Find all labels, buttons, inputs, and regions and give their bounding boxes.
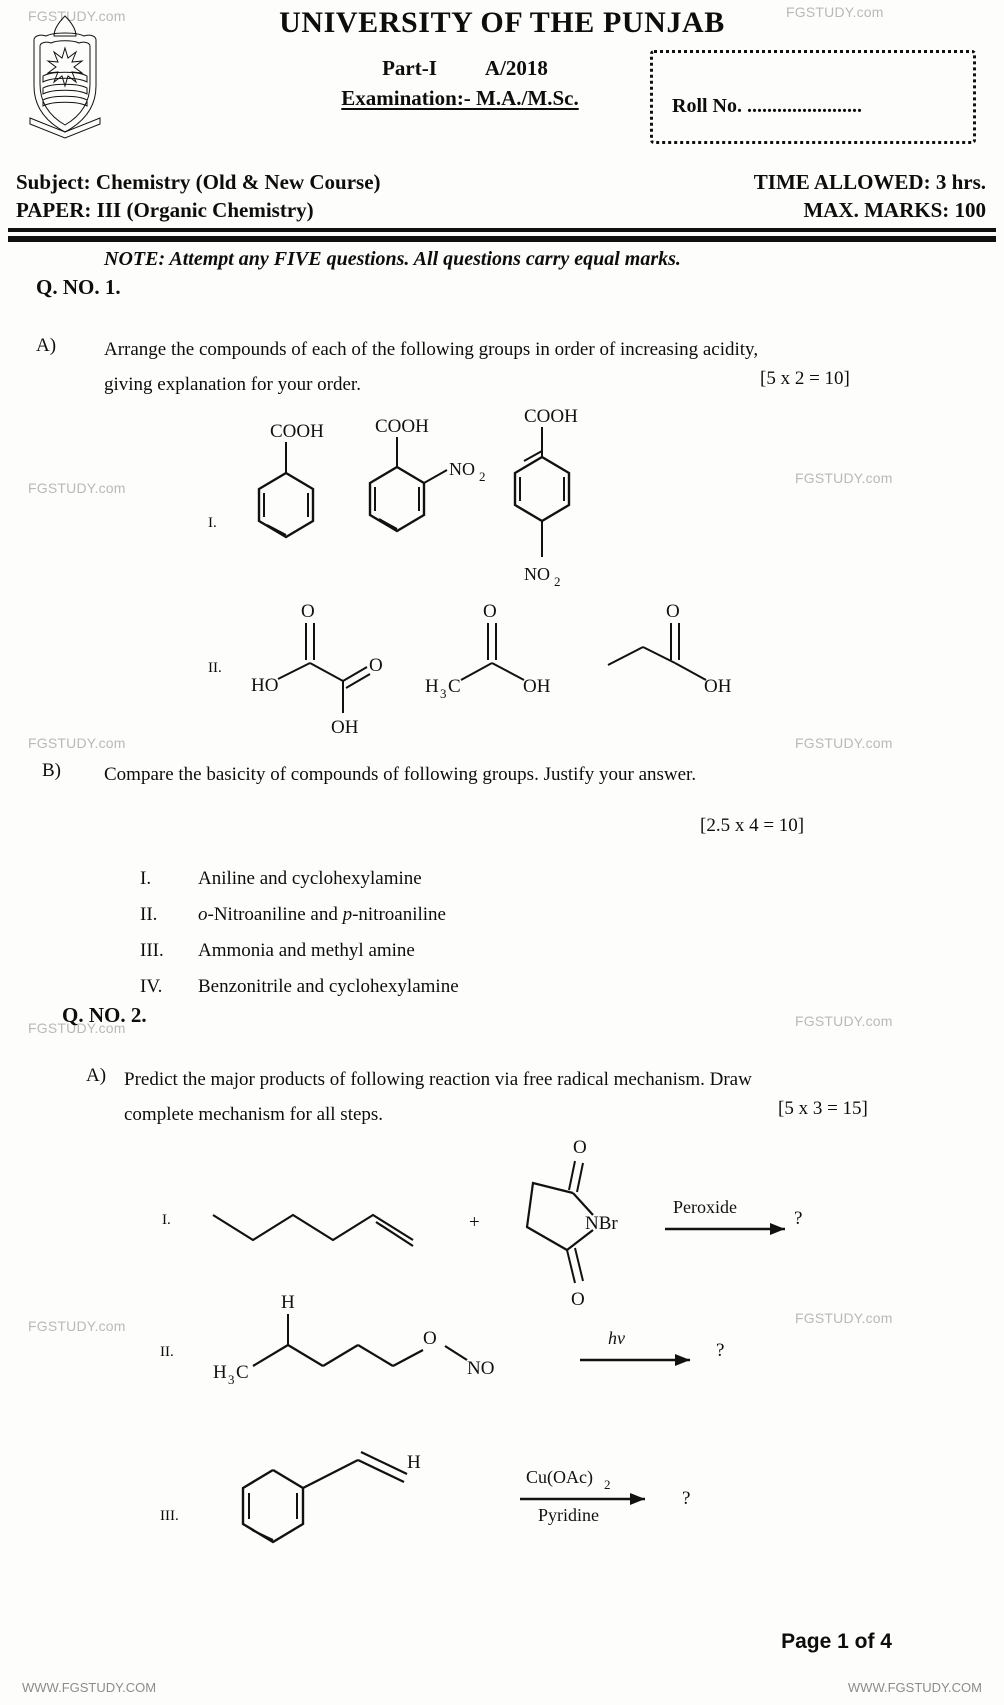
- list-item-roman: II.: [140, 904, 158, 925]
- page-number-footer: Page 1 of 4: [781, 1630, 892, 1653]
- svg-text:H: H: [425, 676, 439, 697]
- q2a-reaction-3-roman: III.: [160, 1508, 179, 1524]
- svg-text:O: O: [483, 601, 497, 622]
- peroxide-reaction-arrow: [665, 1195, 810, 1250]
- svg-text:HO: HO: [251, 675, 279, 696]
- part-session-line: [300, 56, 630, 81]
- propanoic-acid-structure: [590, 595, 740, 700]
- svg-text:NO: NO: [467, 1358, 495, 1379]
- svg-text:O: O: [423, 1328, 437, 1349]
- svg-text:COOH: COOH: [270, 421, 324, 442]
- list-item: [140, 976, 459, 998]
- q1-part-b-label: B): [42, 760, 61, 781]
- q1a-group-1-label: I.: [208, 515, 217, 531]
- n-bromosuccinimide-structure: [505, 1135, 650, 1310]
- svg-text:O: O: [301, 601, 315, 622]
- list-item-label: Aniline and cyclohexylamine: [198, 868, 422, 889]
- acetic-acid-structure: [425, 595, 565, 700]
- svg-text:H: H: [213, 1362, 227, 1383]
- 2-nitrobenzoic-acid-structure: [355, 415, 515, 555]
- q2a-reaction-1-product: ?: [794, 1208, 803, 1229]
- svg-text:O: O: [573, 1137, 587, 1158]
- q2-part-a-marks: [5 x 3 = 15]: [778, 1098, 868, 1119]
- question-2-number: Q. NO. 2.: [62, 1003, 147, 1027]
- watermark-text: FGSTUDY.com: [28, 1318, 126, 1334]
- svg-text:NBr: NBr: [585, 1213, 618, 1234]
- paper-label: PAPER: III (Organic Chemistry): [16, 198, 314, 222]
- svg-text:O: O: [666, 601, 680, 622]
- q1a-group-2-label: II.: [208, 660, 222, 676]
- italic-p-prefix: p: [342, 904, 353, 925]
- q2a-reaction-3-product: ?: [682, 1488, 691, 1509]
- watermark-text: FGSTUDY.com: [28, 1020, 126, 1036]
- watermark-text: FGSTUDY.com: [795, 735, 893, 751]
- divider-rule-bottom: [8, 236, 996, 242]
- q2-part-a-text-line1: Predict the major products of following reaction via free radical mechanism. Draw: [124, 1069, 752, 1090]
- watermark-text: FGSTUDY.com: [786, 4, 884, 20]
- svg-text:OH: OH: [523, 676, 551, 697]
- hexene-structure: [205, 1195, 455, 1255]
- q1-part-a-text-line2: giving explanation for your order.: [104, 374, 361, 395]
- list-item-roman: IV.: [140, 976, 163, 997]
- watermark-text: FGSTUDY.com: [795, 470, 893, 486]
- question-1-number: Q. NO. 1.: [36, 275, 121, 299]
- footer-url-right: WWW.FGSTUDY.COM: [847, 1680, 982, 1695]
- svg-text:C: C: [448, 676, 461, 697]
- list-item-post: -nitroaniline: [352, 904, 446, 925]
- exam-note: NOTE: Attempt any FIVE questions. All questions carry equal marks.: [104, 248, 681, 270]
- svg-text:OH: OH: [331, 717, 359, 738]
- svg-text:COOH: COOH: [375, 416, 429, 437]
- watermark-text: FGSTUDY.com: [795, 1013, 893, 1029]
- footer-url-left: WWW.FGSTUDY.COM: [22, 1680, 157, 1695]
- list-item-roman: III.: [140, 940, 164, 961]
- q2-part-a-label: A): [86, 1065, 107, 1086]
- examination-label: Examination:- M.A./M.Sc.: [341, 86, 579, 110]
- svg-text:Peroxide: Peroxide: [673, 1197, 737, 1217]
- list-item-label: [198, 904, 446, 926]
- watermark-text: FGSTUDY.com: [795, 1310, 893, 1326]
- svg-text:H: H: [407, 1452, 421, 1473]
- watermark-text: FGSTUDY.com: [28, 735, 126, 751]
- svg-text:Pyridine: Pyridine: [538, 1505, 599, 1525]
- max-marks: MAX. MARKS: 100: [803, 198, 986, 222]
- benzoic-acid-structure: [240, 420, 360, 555]
- svg-text:OH: OH: [704, 676, 732, 697]
- svg-text:O: O: [369, 655, 383, 676]
- q1-part-a-text-line1: Arrange the compounds of each of the following groups in order of increasing acidity,: [104, 339, 759, 360]
- oxalic-acid-structure: [245, 595, 405, 738]
- svg-text:COOH: COOH: [524, 406, 578, 427]
- svg-text:hv: hv: [608, 1328, 625, 1348]
- watermark-text: FGSTUDY.com: [28, 8, 126, 24]
- q2-part-a-text-line2: complete mechanism for all steps.: [124, 1104, 384, 1125]
- svg-text:H: H: [281, 1292, 295, 1313]
- svg-text:O: O: [571, 1289, 585, 1310]
- svg-text:C: C: [236, 1362, 249, 1383]
- examination-line: [280, 86, 640, 111]
- q1-part-b-marks: [2.5 x 4 = 10]: [700, 815, 805, 836]
- watermark-text: FGSTUDY.com: [28, 480, 126, 496]
- q2a-reaction-1-plus: +: [469, 1212, 480, 1233]
- part-label: Part-I: [382, 56, 437, 80]
- divider-rule-top: [8, 228, 996, 232]
- roll-no-label: Roll No. .......................: [672, 95, 862, 117]
- q1-part-a-label: A): [36, 335, 57, 356]
- q1b-item-list: [140, 868, 459, 1012]
- phenylacetylene-structure: [235, 1440, 495, 1600]
- q2a-reaction-2-roman: II.: [160, 1344, 174, 1360]
- subject-label: Subject: Chemistry (Old & New Course): [16, 170, 381, 194]
- q2a-reaction-1-roman: I.: [162, 1212, 171, 1228]
- list-item: [140, 904, 459, 926]
- list-item: [140, 940, 459, 962]
- svg-text:2: 2: [479, 469, 486, 484]
- svg-text:3: 3: [440, 686, 447, 701]
- list-item-label: Ammonia and methyl amine: [198, 940, 415, 961]
- cu-oac-pyridine-reaction-arrow: [520, 1465, 680, 1540]
- svg-text:Cu(OAc): Cu(OAc): [526, 1467, 593, 1487]
- svg-text:NO: NO: [524, 564, 550, 584]
- list-item: [140, 868, 459, 890]
- svg-text:NO: NO: [449, 459, 475, 479]
- svg-text:2: 2: [554, 574, 561, 589]
- svg-text:3: 3: [228, 1372, 235, 1387]
- time-allowed: TIME ALLOWED: 3 hrs.: [753, 170, 986, 194]
- list-item-roman: I.: [140, 868, 152, 889]
- q1-part-a-marks: [5 x 2 = 10]: [760, 368, 850, 389]
- italic-o-prefix: o: [198, 904, 208, 925]
- alkyl-nitrite-structure: [205, 1290, 545, 1395]
- list-item-label: Benzonitrile and cyclohexylamine: [198, 976, 459, 997]
- session-label: A/2018: [484, 56, 548, 80]
- q2a-reaction-2-product: ?: [716, 1340, 725, 1361]
- list-item-mid: -Nitroaniline and: [207, 904, 343, 925]
- q1-part-b-text: Compare the basicity of compounds of following groups. Justify your answer.: [104, 764, 697, 785]
- 4-nitrobenzoic-acid-structure: [500, 405, 630, 595]
- hv-reaction-arrow: [580, 1328, 715, 1383]
- svg-text:2: 2: [604, 1477, 611, 1492]
- page-title: UNIVERSITY OF THE PUNJAB: [279, 6, 725, 39]
